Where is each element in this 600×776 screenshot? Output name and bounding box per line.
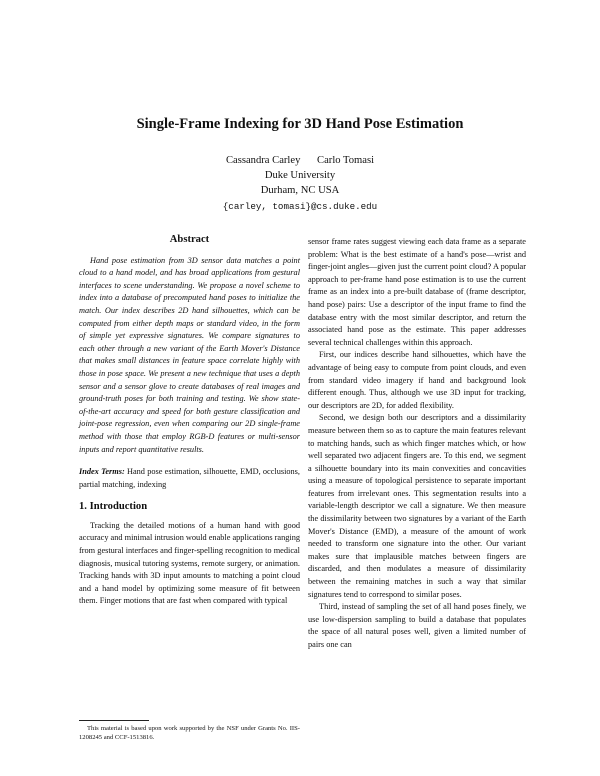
body-paragraph: Third, instead of sampling the set of all hand poses finely, we use low-dispersion sampling to build a database that populates the space of all natural poses well, given a limited number of pairs one can — [308, 602, 526, 649]
right-column — [308, 236, 526, 652]
body-paragraph: First, our indices describe hand silhouettes, which have the advantage of being easy to compute from point clouds, and even from standard video imagery if hand and background look different enough. Thus, although we use 3D input for tracking, our descriptors are 2D, for added flexibility. — [308, 350, 526, 410]
author-email: {carley, tomasi}@cs.duke.edu — [222, 201, 378, 212]
index-terms-label: Index Terms: — [79, 467, 125, 477]
abstract-heading: Abstract — [169, 234, 210, 245]
footnote: This material is based upon work supported by the NSF under Grants No. IIS-1208245 and CCF-1513816. — [79, 725, 300, 741]
index-terms — [79, 466, 300, 491]
body-paragraph: sensor frame rates suggest viewing each data frame as a separate problem: What is the best estimate of a hand's pose—wrist and finger-joint angles—given just the current point cloud? A popular approach to per-frame hand pose estimation is to use the current frame as an index into a pre-built database of (frame descriptor, hand pose) pairs: Use a descriptor of the input frame to find the database entry with the most similar descriptor, and return the associated hand pose as the estimate. This paper addresses several technical challenges within this approach. — [308, 237, 526, 347]
section-heading-introduction: 1. Introduction — [79, 501, 148, 513]
author-names — [0, 153, 600, 168]
author-name: Cassandra Carley — [225, 155, 301, 166]
location: Durham, NC USA — [260, 185, 340, 196]
author-block — [0, 153, 600, 214]
paper-title: Single-Frame Indexing for 3D Hand Pose Estimation — [136, 116, 464, 132]
index-terms-text: Hand pose estimation, silhouette, EMD, occlusions, partial matching, indexing — [79, 467, 300, 489]
footnote-rule — [79, 720, 149, 721]
left-column — [79, 234, 300, 608]
intro-paragraph: Tracking the detailed motions of a human hand with good accuracy and minimal intrusion would enable applications ranging from gestural interfaces and finger-spelling recognition to medical diagnosis, musical tutoring systems, remote surgery, or animation. Tracking hands with 3D input amounts to matching a point cloud and a hand model by optimizing some measure of fit between them. Finger motions that are fast when compared with typical — [79, 520, 300, 606]
affiliation: Duke University — [264, 170, 336, 181]
body-paragraph: Second, we design both our descriptors and a dissimilarity measure between them so as to capture the main features relevant to matching hands, such as which finger matches which, or how well separated two adjacent fingers are. To this end, we segment a silhouette boundary into its main convexities and concavities using a measure of topological persistence to separate important features from irrelevant ones. This segmentation results into a variable-length descriptor we call a signature. We then measure the dissimilarity between two signatures by a variant of the Earth Mover's Distance (EMD), a measure of the amount of work needed to transform one signature into the other. Our variant makes sure that implausible matches between fingers are discarded, and then modulates a measure of dissimilarity between the remaining matches in such a way that similar signatures tend to correspond to similar poses. — [308, 413, 526, 599]
author-name: Carlo Tomasi — [317, 155, 375, 166]
abstract-text: Hand pose estimation from 3D sensor data matches a point cloud to a hand model, and has broad applications from gestural interfaces to scene understanding. We propose a novel scheme to index into a database of precomputed hand poses to initialize the match. Our index describes 2D hand silhouettes, which can be computed from either depth maps or standard video, in the form of simple yet expressive signatures. We compare signatures to each other through a new variant of the Earth Mover's Distance that makes small distances in feature space correlate highly with those in pose space. We present a new technique that uses a depth sensor and a sensor glove to create databases of real images and ground-truth poses for both training and testing. We show state-of-the-art accuracy and speed for both gesture classification and joint-pose regression, even when comparing our 2D single-frame method with those that employ RGB-D features or multi-sensor inputs and report quantitative results. — [79, 255, 300, 454]
